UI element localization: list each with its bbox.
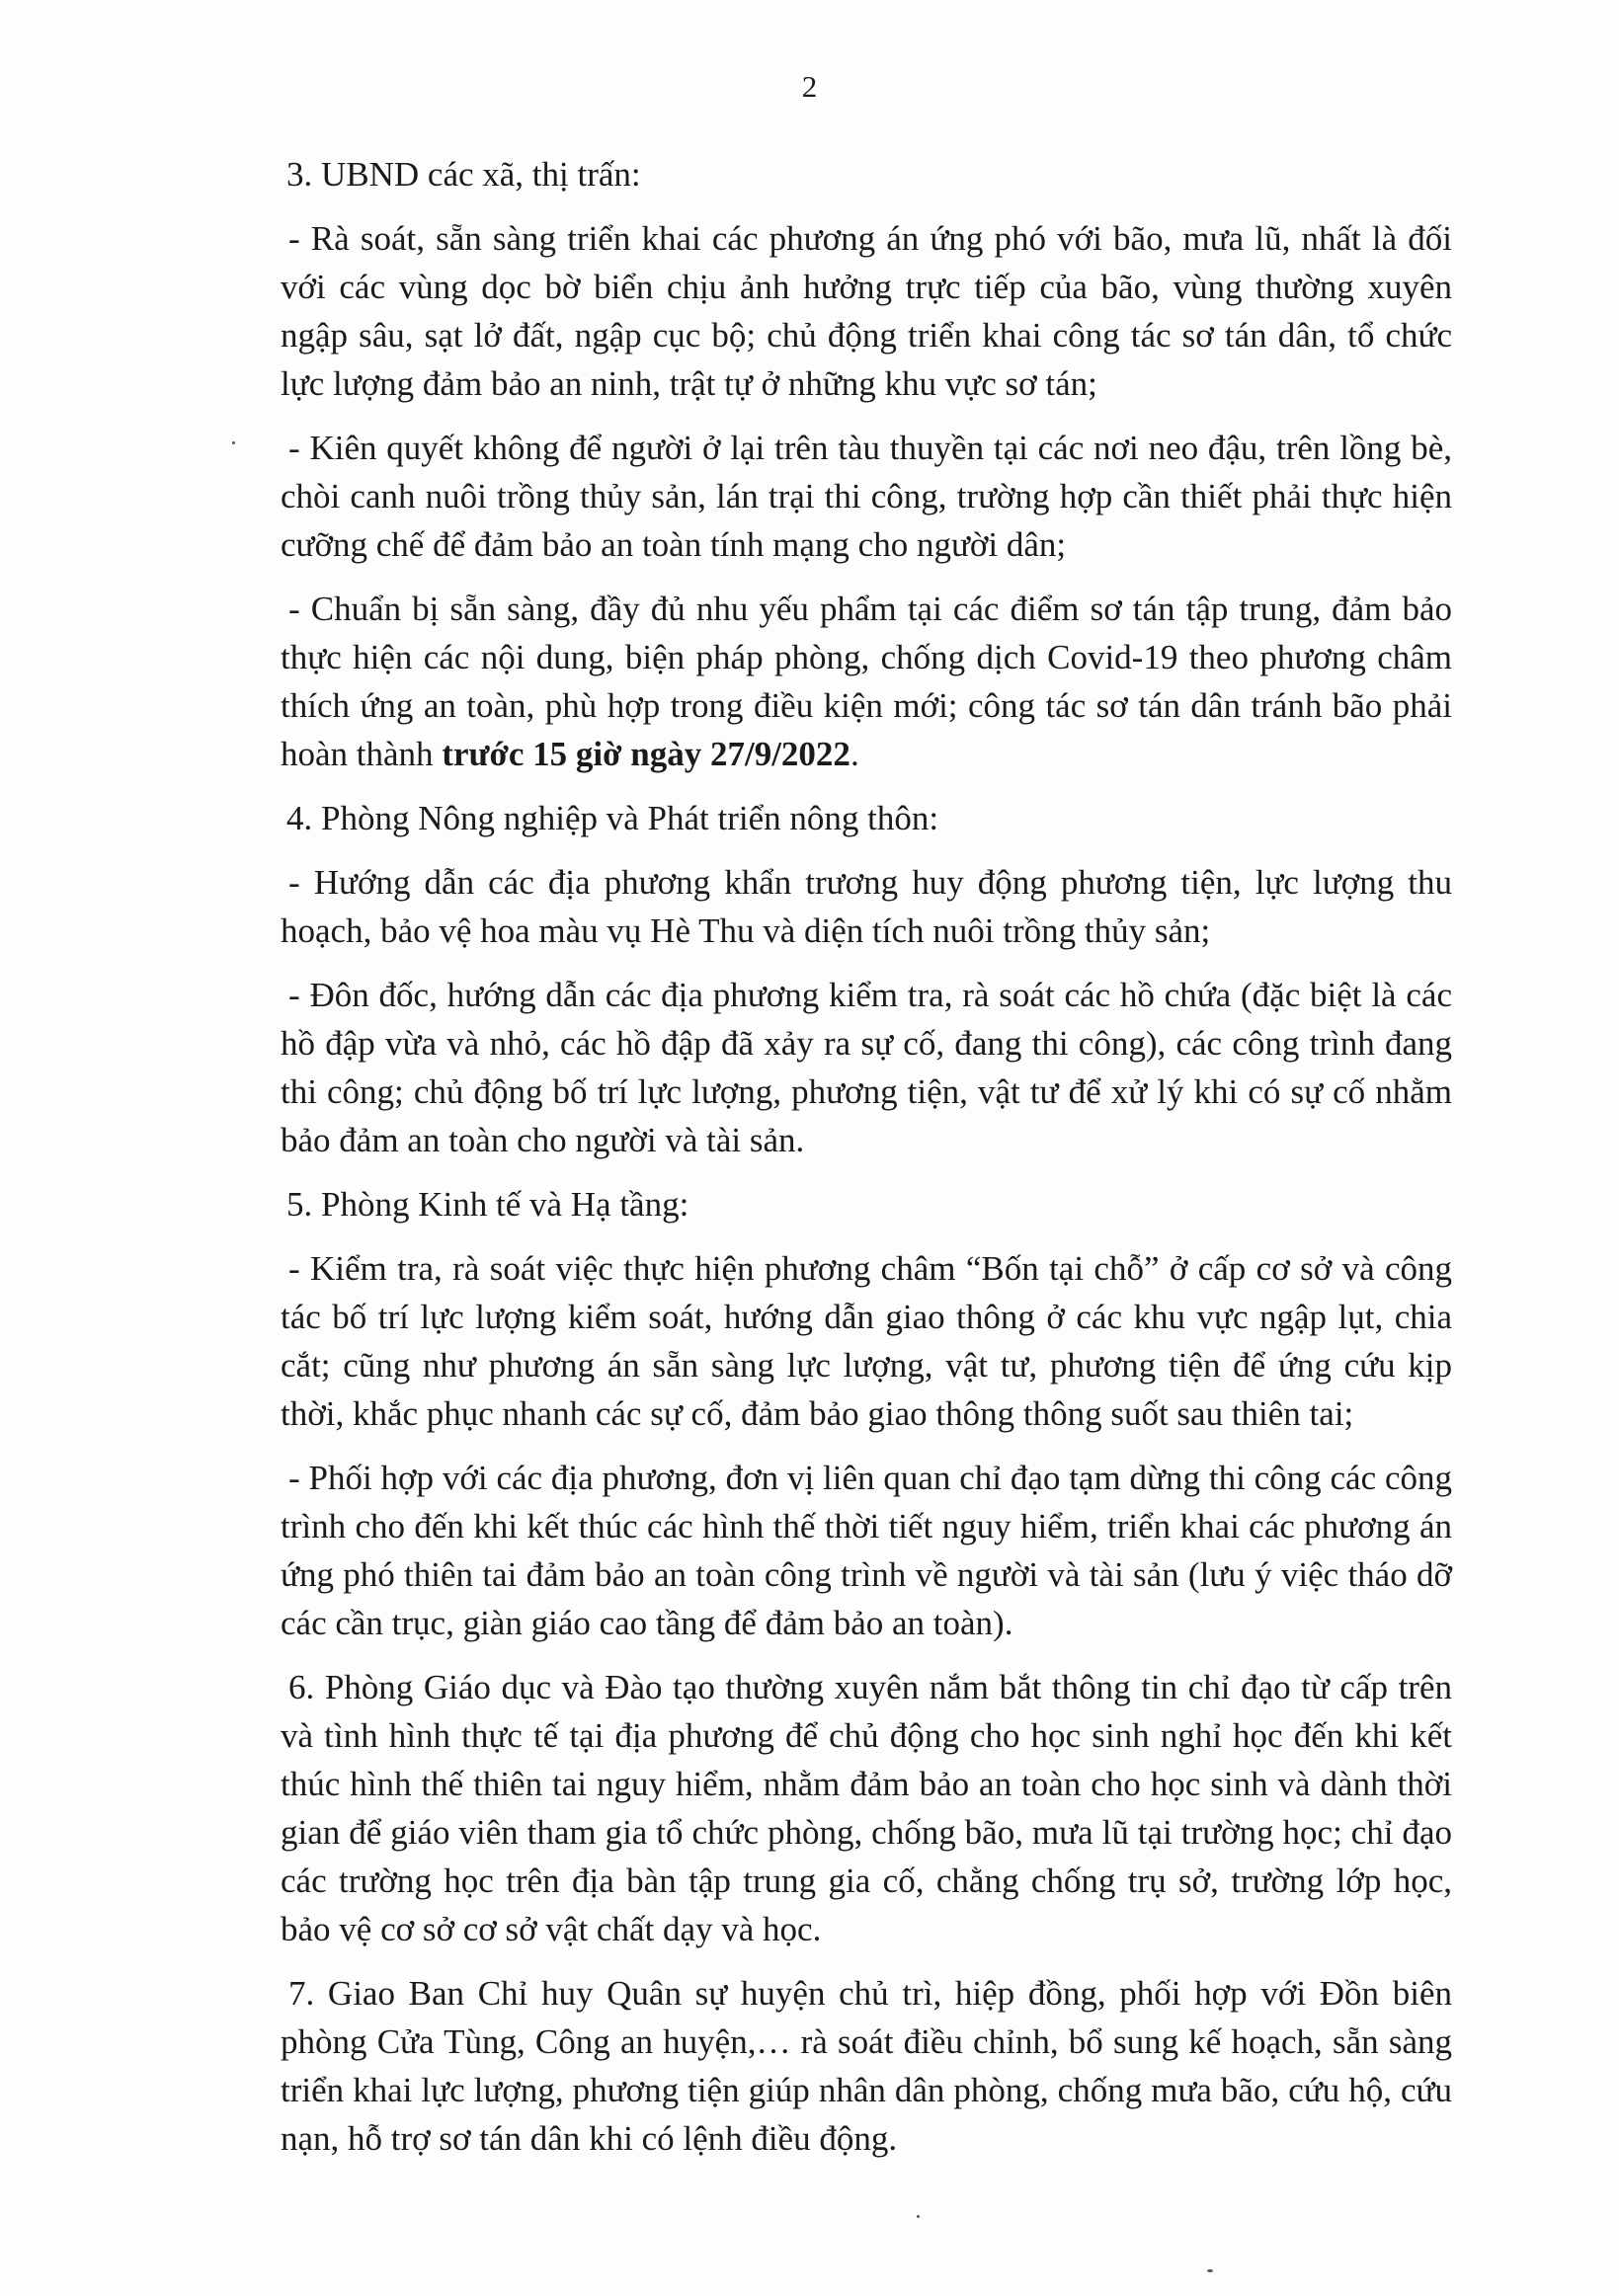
section-5-item-2: - Phối hợp với các địa phương, đơn vị liên quan chỉ đạo tạm dừng thi công các công trình cho đến khi kết thúc các hình thế thời tiết nguy hiểm, triển khai các phương án ứng phó thiên tai đảm bảo an toàn công trình về người và tài sản (lưu ý việc tháo dỡ các cần trục, giàn giáo cao tầng để đảm bảo an toàn). <box>281 1459 1452 1642</box>
page-number: 2 <box>801 69 818 104</box>
scan-speck <box>232 441 235 444</box>
section-heading-4: 4. Phòng Nông nghiệp và Phát triển nông thôn: <box>286 799 939 837</box>
section-3-item-3-text: - Chuẩn bị sẵn sàng, đầy đủ nhu yếu phẩm tại các điểm sơ tán tập trung, đảm bảo thực hiện các nội dung, biện pháp phòng, chống dịch Covid-19 theo phương châm thích ứng an toàn, phù hợp trong điều kiện mới; công tác sơ tán dân tránh bão phải hoàn thành <box>281 590 1452 773</box>
scan-speck <box>1207 2269 1213 2272</box>
paragraph-6: 6. Phòng Giáo dục và Đào tạo thường xuyên nắm bắt thông tin chỉ đạo từ cấp trên và tình hình thực tế tại địa phương để chủ động cho học sinh nghỉ học đến khi kết thúc hình thế thiên tai nguy hiểm, nhằm đảm bảo an toàn cho học sinh và dành thời gian để giáo viên tham gia tổ chức phòng, chống bão, mưa lũ tại trường học; chỉ đạo các trường học trên địa bàn tập trung gia cố, chằng chống trụ sở, trường lớp học, bảo vệ cơ sở cơ sở vật chất dạy và học. <box>281 1668 1452 1948</box>
section-4-item-1: - Hướng dẫn các địa phương khẩn trương huy động phương tiện, lực lượng thu hoạch, bảo vệ hoa màu vụ Hè Thu và diện tích nuôi trồng thủy sản; <box>281 863 1452 950</box>
evacuation-deadline: trước 15 giờ ngày 27/9/2022 <box>442 735 850 773</box>
section-heading-5: 5. Phòng Kinh tế và Hạ tầng: <box>286 1185 689 1224</box>
scan-speck <box>917 2215 920 2218</box>
section-5-item-1: - Kiểm tra, rà soát việc thực hiện phương châm “Bốn tại chỗ” ở cấp cơ sở và công tác bố trí lực lượng kiểm soát, hướng dẫn giao thông ở các khu vực ngập lụt, chia cắt; cũng như phương án sẵn sàng lực lượng, vật tư, phương tiện để ứng cứu kịp thời, khắc phục nhanh các sự cố, đảm bảo giao thông thông suốt sau thiên tai; <box>281 1249 1452 1433</box>
document-body <box>281 150 1452 2178</box>
section-3-item-3 <box>281 585 1452 778</box>
section-3-item-2: - Kiên quyết không để người ở lại trên tàu thuyền tại các nơi neo đậu, trên lồng bè, chòi canh nuôi trồng thủy sản, lán trại thi công, trường hợp cần thiết phải thực hiện cưỡng chế để đảm bảo an toàn tính mạng cho người dân; <box>281 429 1452 564</box>
section-4-item-2: - Đôn đốc, hướng dẫn các địa phương kiểm tra, rà soát các hồ chứa (đặc biệt là các hồ đập vừa và nhỏ, các hồ đập đã xảy ra sự cố, đang thi công), các công trình đang thi công; chủ động bố trí lực lượng, phương tiện, vật tư để xử lý khi có sự cố nhằm bảo đảm an toàn cho người và tài sản. <box>281 976 1452 1159</box>
section-heading-3: 3. UBND các xã, thị trấn: <box>286 155 641 194</box>
paragraph-7: 7. Giao Ban Chỉ huy Quân sự huyện chủ trì, hiệp đồng, phối hợp với Đồn biên phòng Cửa Tùng, Công an huyện,… rà soát điều chỉnh, bổ sung kế hoạch, sẵn sàng triển khai lực lượng, phương tiện giúp nhân dân phòng, chống mưa bão, cứu hộ, cứu nạn, hỗ trợ sơ tán dân khi có lệnh điều động. <box>281 1974 1452 2158</box>
section-3-item-3-end: . <box>850 735 859 773</box>
section-3-item-1: - Rà soát, sẵn sàng triển khai các phương án ứng phó với bão, mưa lũ, nhất là đối với các vùng dọc bờ biển chịu ảnh hưởng trực tiếp của bão, vùng thường xuyên ngập sâu, sạt lở đất, ngập cục bộ; chủ động triển khai công tác sơ tán dân, tổ chức lực lượng đảm bảo an ninh, trật tự ở những khu vực sơ tán; <box>281 219 1452 403</box>
